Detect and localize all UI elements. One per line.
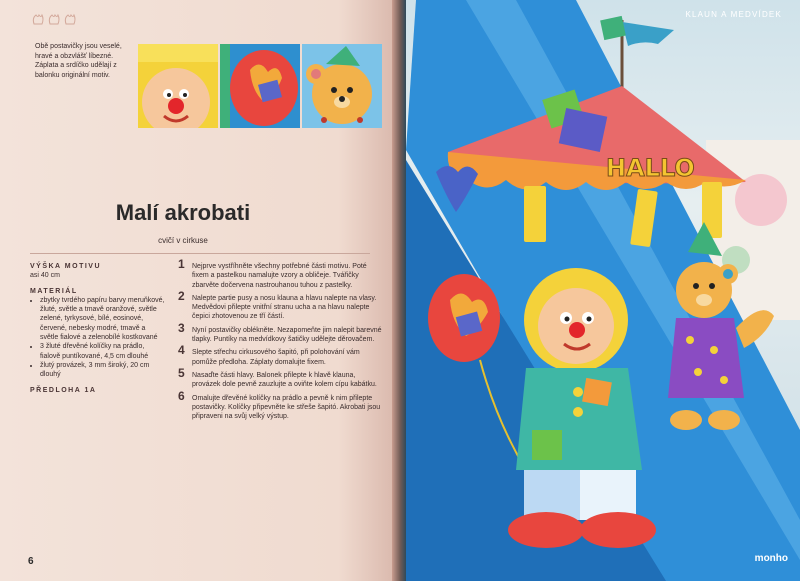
motif-size-heading: VÝŠKA MOTIVU [30, 263, 102, 270]
divider [30, 253, 370, 254]
page-title: Malí akrobati [115, 200, 251, 225]
step-3 [178, 320, 383, 345]
step-text: Omalujte dřevěné kolíčky na prádlo a pevně k nim přilepte postavičky. Kolíčky připevněte ke střeše šapitó. Akrobati jsou připraveni na svůj velký výstup. [192, 394, 381, 421]
page-number: 6 [28, 556, 34, 567]
step-2 [178, 288, 383, 322]
bear-face-photo [302, 44, 382, 128]
circus-craft-photo [406, 0, 800, 581]
step-6 [178, 388, 383, 422]
step-text: Nasaďte části hlavy. Balonek přilepte k hlavě klauna, provázek dole pevně zauzlujte a oviňte kolem cípu kabátku. [192, 371, 377, 389]
materials-sidebar [30, 262, 165, 395]
template-heading: PŘEDLOHA 1A [30, 386, 97, 394]
page-subtitle: cvičí v cirkuse [158, 236, 208, 245]
material-item: • žlutý provázek, 3 mm široký, 20 cm dlouhý [40, 361, 165, 380]
step-text: Nalepte partie pusy a nosu klauna a hlavu nalepte na vlasy. Medvědovi přilepte vnitřní stranu ucha a na hlavu nalepte čepici zhotovenou ze tří částí. [192, 294, 377, 321]
step-number: 1 [178, 257, 185, 271]
step-4 [178, 343, 383, 367]
material-item: • 3 žluté dřevěné kolíčky na prádlo, fialově puntíkované, 4,5 cm dlouhé [40, 342, 165, 361]
instruction-steps [178, 257, 383, 425]
right-page-photo [406, 0, 800, 581]
step-number: 5 [178, 365, 185, 380]
clown-shoe [580, 512, 656, 548]
sign-text: HALLO [606, 154, 695, 182]
material-heading: MATERIÁL [30, 287, 78, 295]
motif-size-value: asi 40 cm [30, 272, 60, 280]
step-5 [178, 365, 383, 390]
step-text: Slepte střechu cirkusového šapitó, při polohování vám pomůže předloha. Záplaty domalujte fixem. [192, 349, 360, 366]
material-item: • zbytky tvrdého papíru barvy meruňkové, žluté, světle a tmavě oranžové, světle zelené, tyrkysové, bílé, eosinové, červené, nebesky modré, tmavě a světle fialové a zelenobílé kostkované [40, 296, 165, 342]
running-head: KLAUN A MEDVÍDEK [685, 10, 782, 19]
step-number: 2 [178, 288, 185, 303]
step-text: Nejprve vystříhněte všechny potřebné části motivu. Poté fixem a pastelkou namalujte vzory a obličeje. Tvářičky zbarvěte dočervena nastrouhanou tuhou z pastelky. [192, 263, 367, 289]
book-gutter [392, 0, 406, 581]
left-page [0, 0, 398, 581]
step-text: Nyní postavičky oblékněte. Nezapomeňte jim nalepit barevné tlapky. Puntíky na medvídkovy šatičky udělejte děrovačem. [192, 326, 382, 344]
bear-dress [668, 318, 744, 398]
material-list [30, 296, 165, 380]
step-number: 3 [178, 320, 185, 335]
clown-shoe [508, 512, 584, 548]
clothespin [524, 186, 546, 242]
heart-balloon-photo [220, 44, 300, 128]
handprint-icon [30, 12, 100, 26]
intro-text: Obě postavičky jsou veselé, hravé a obzvlášť líbezné. Záplata a srdíčko udělají z balonku originální motiv. [35, 43, 122, 79]
flag [622, 22, 674, 46]
step-number: 4 [178, 343, 185, 358]
clown-face-photo [138, 44, 218, 128]
step-number: 6 [178, 388, 185, 403]
step-1 [178, 257, 383, 290]
watermark: monho [754, 553, 788, 564]
